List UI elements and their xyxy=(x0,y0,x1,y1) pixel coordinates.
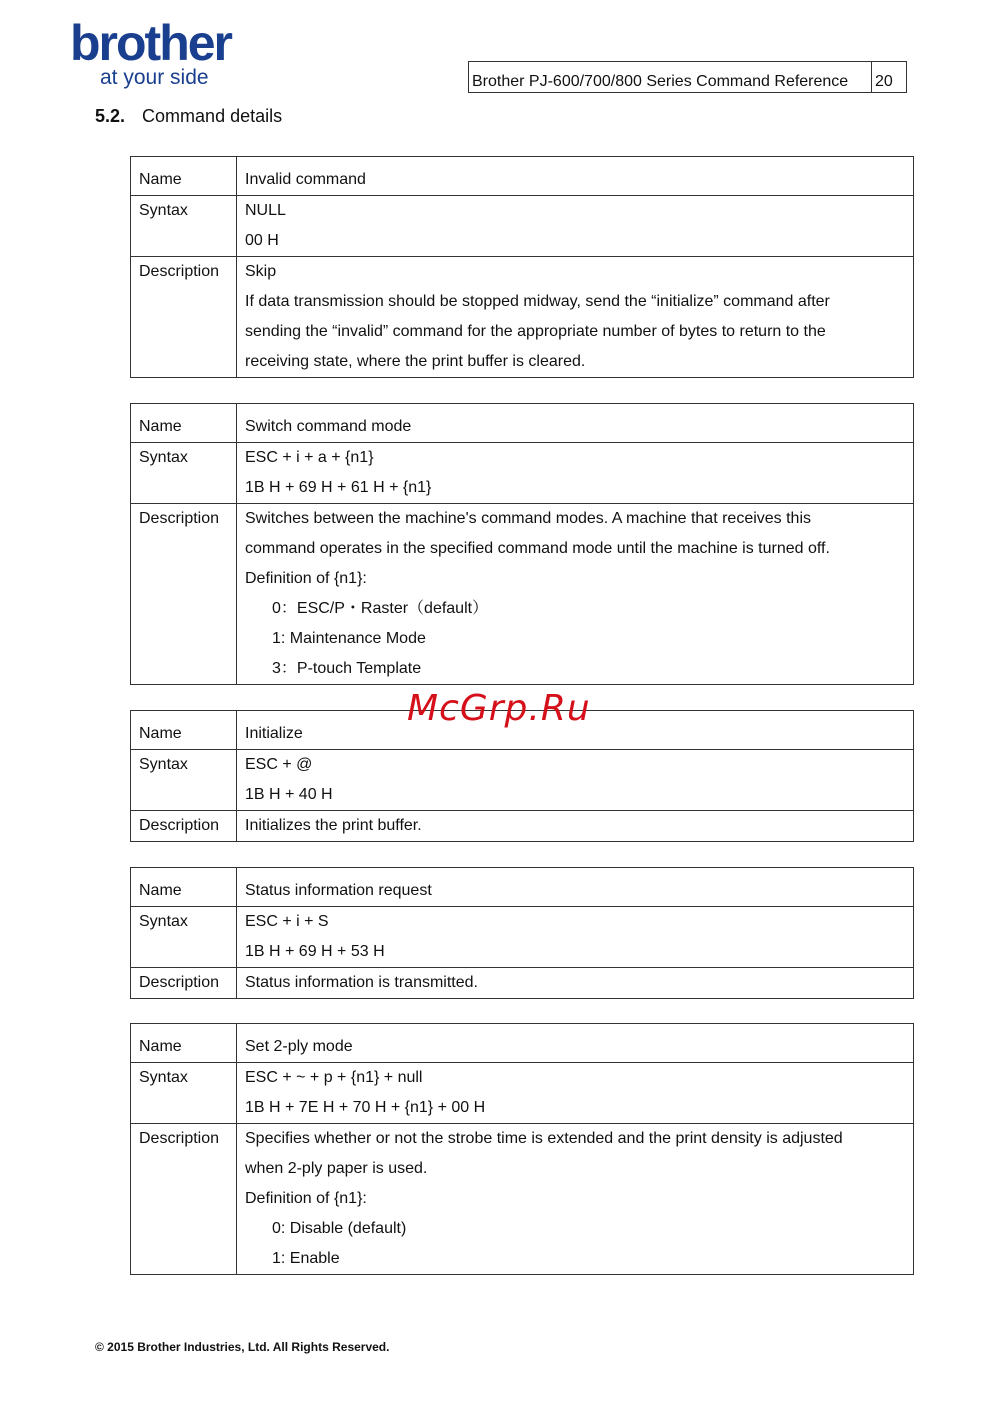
name-label: Name xyxy=(131,711,237,750)
syntax-hex-line: 1B H + 69 H + 61 H + {n1} xyxy=(245,479,432,496)
description-cell xyxy=(237,257,914,378)
syntax-line: NULL xyxy=(245,202,286,219)
table-row-name xyxy=(131,404,914,443)
brother-logo xyxy=(70,15,231,90)
table-row-syntax xyxy=(131,196,914,257)
name-label: Name xyxy=(131,868,237,907)
command-table-invalid xyxy=(130,156,914,378)
description-cell xyxy=(237,811,914,842)
syntax-label: Syntax xyxy=(131,1063,237,1124)
syntax-line: ESC + i + a + {n1} xyxy=(245,449,374,466)
table-row-description xyxy=(131,504,914,685)
description-label: Description xyxy=(131,257,237,378)
description-cell xyxy=(237,504,914,685)
name-label: Name xyxy=(131,404,237,443)
syntax-line: ESC + i + S xyxy=(245,913,329,930)
logo-wordmark: brother xyxy=(70,15,231,71)
command-table-2ply-mode xyxy=(130,1023,914,1275)
description-line: Skip xyxy=(245,263,277,280)
table-row-description xyxy=(131,968,914,999)
command-name: Set 2-ply mode xyxy=(237,1024,914,1063)
option-item: 0：ESC/P・Raster（default） xyxy=(272,600,489,617)
syntax-cell xyxy=(237,1063,914,1124)
syntax-hex-line: 1B H + 7E H + 70 H + {n1} + 00 H xyxy=(245,1099,486,1116)
description-line: sending the “invalid” command for the appropriate number of bytes to return to the xyxy=(245,323,826,340)
description-cell xyxy=(237,968,914,999)
header-title: Brother PJ-600/700/800 Series Command Reference xyxy=(469,62,872,92)
command-name: Initialize xyxy=(237,711,914,750)
section-title: Command details xyxy=(142,106,283,126)
syntax-cell xyxy=(237,907,914,968)
syntax-hex-line: 00 H xyxy=(245,232,279,249)
syntax-hex-line: 1B H + 69 H + 53 H xyxy=(245,943,385,960)
syntax-line: ESC + @ xyxy=(245,756,313,773)
description-line: Definition of {n1}: xyxy=(245,570,367,587)
table-row-description xyxy=(131,811,914,842)
table-row-description xyxy=(131,1124,914,1275)
description-cell xyxy=(237,1124,914,1275)
name-label: Name xyxy=(131,1024,237,1063)
syntax-label: Syntax xyxy=(131,196,237,257)
description-line: command operates in the specified command mode until the machine is turned off. xyxy=(245,540,830,557)
description-line: Status information is transmitted. xyxy=(245,974,478,991)
table-row-syntax xyxy=(131,1063,914,1124)
page-number: 20 xyxy=(875,73,893,90)
table-row-syntax xyxy=(131,443,914,504)
copyright-footer: © 2015 Brother Industries, Ltd. All Rights Reserved. xyxy=(95,1340,390,1354)
command-table-switch-mode xyxy=(130,403,914,685)
option-item: 1: Maintenance Mode xyxy=(272,630,426,647)
command-table-status-request xyxy=(130,867,914,999)
command-name: Invalid command xyxy=(237,157,914,196)
description-line: when 2-ply paper is used. xyxy=(245,1160,428,1177)
description-line: Specifies whether or not the strobe time is extended and the print density is adjusted xyxy=(245,1130,843,1147)
option-item: 3：P-touch Template xyxy=(272,660,422,677)
syntax-cell xyxy=(237,750,914,811)
table-row-name xyxy=(131,157,914,196)
description-label: Description xyxy=(131,504,237,685)
document-header xyxy=(468,61,907,93)
table-row-name xyxy=(131,1024,914,1063)
command-table-initialize xyxy=(130,710,914,842)
syntax-hex-line: 1B H + 40 H xyxy=(245,786,333,803)
watermark: McGrp.Ru xyxy=(407,688,591,729)
description-line: receiving state, where the print buffer is cleared. xyxy=(245,353,586,370)
syntax-line: ESC + ~ + p + {n1} + null xyxy=(245,1069,423,1086)
syntax-cell xyxy=(237,196,914,257)
table-row-name xyxy=(131,868,914,907)
command-name: Switch command mode xyxy=(237,404,914,443)
description-label: Description xyxy=(131,1124,237,1275)
description-label: Description xyxy=(131,968,237,999)
syntax-cell xyxy=(237,443,914,504)
table-row-syntax xyxy=(131,907,914,968)
section-number: 5.2. xyxy=(95,106,126,126)
description-line: If data transmission should be stopped midway, send the “initialize” command after xyxy=(245,293,830,310)
syntax-label: Syntax xyxy=(131,750,237,811)
table-row-description xyxy=(131,257,914,378)
name-label: Name xyxy=(131,157,237,196)
option-item: 0: Disable (default) xyxy=(272,1220,407,1237)
syntax-label: Syntax xyxy=(131,443,237,504)
description-label: Description xyxy=(131,811,237,842)
description-line: Definition of {n1}: xyxy=(245,1190,367,1207)
table-row-syntax xyxy=(131,750,914,811)
option-item: 1: Enable xyxy=(272,1250,340,1267)
section-heading xyxy=(95,106,282,127)
description-line: Initializes the print buffer. xyxy=(245,817,422,834)
syntax-label: Syntax xyxy=(131,907,237,968)
logo-tagline: at your side xyxy=(100,66,209,89)
description-line: Switches between the machine's command modes. A machine that receives this xyxy=(245,510,812,527)
command-name: Status information request xyxy=(237,868,914,907)
